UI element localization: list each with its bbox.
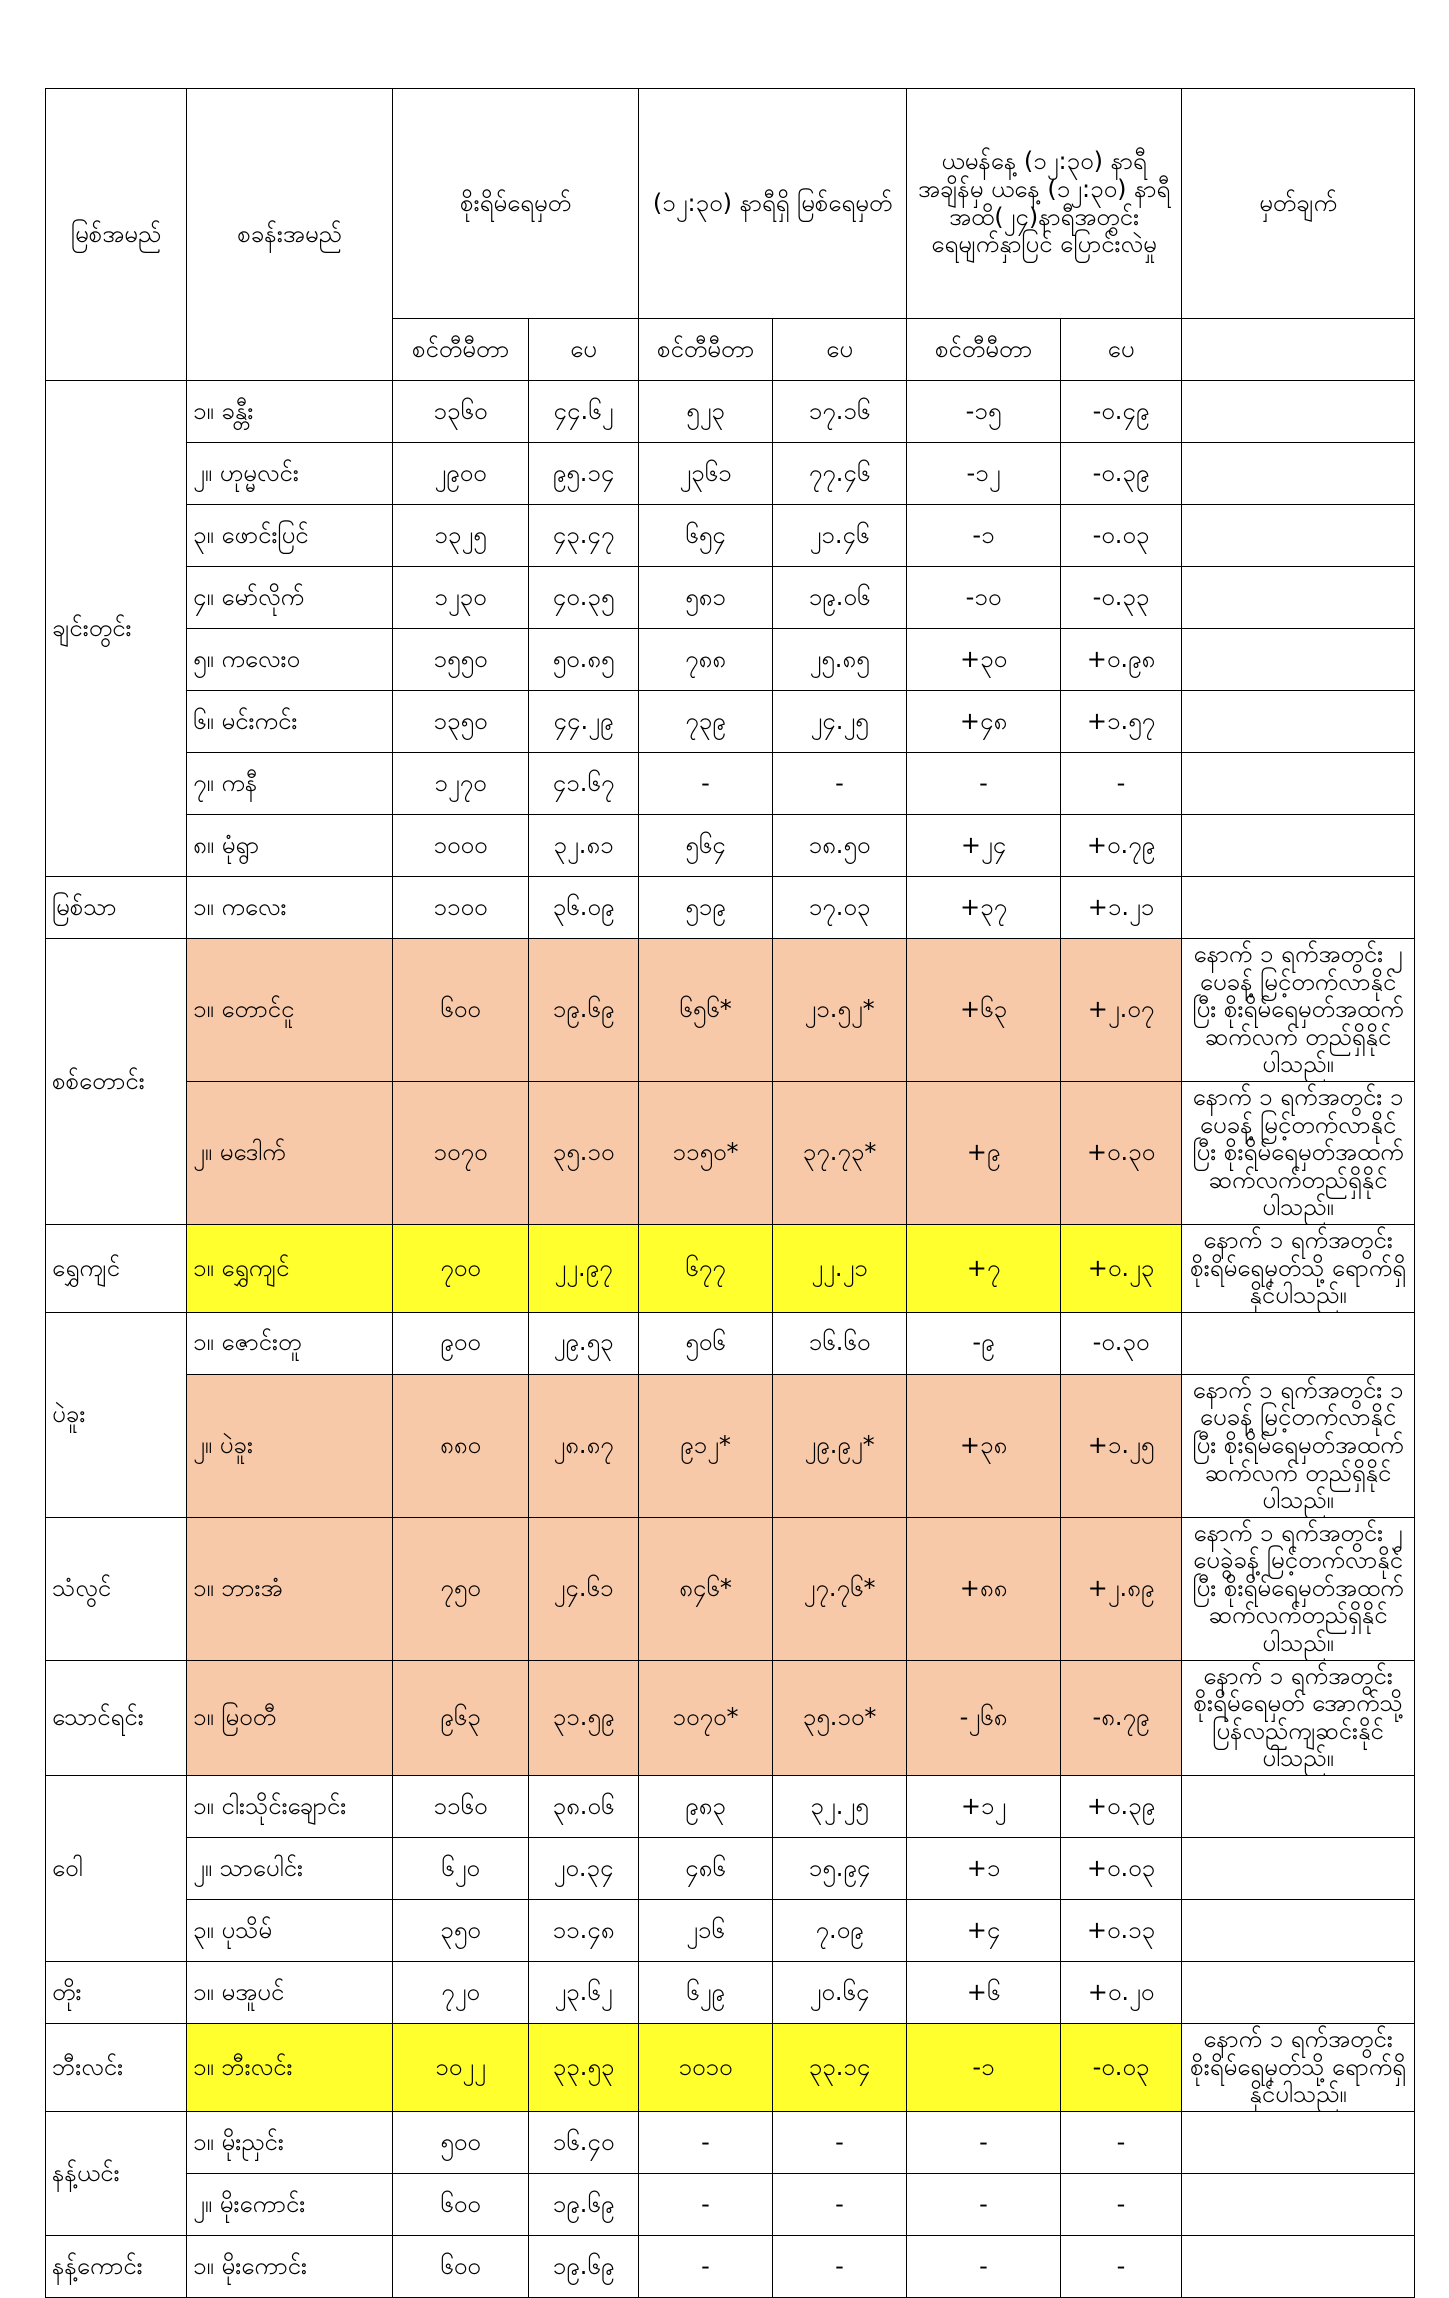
table-row — [46, 691, 1415, 753]
table-row — [46, 1962, 1415, 2024]
station-name: ၁။ ခန္တီး — [187, 381, 393, 443]
change-cm: +၁၂ — [907, 1776, 1061, 1838]
change-ft: -၀.၀၃ — [1061, 2024, 1182, 2112]
current-level-cm: ၇၃၉ — [639, 691, 773, 753]
danger-level-ft: ၁၉.၆၉ — [529, 2173, 639, 2235]
danger-level-ft: ၁၆.၄၀ — [529, 2111, 639, 2173]
station-name: ၂။ ဟုမ္မလင်း — [187, 443, 393, 505]
remark-note — [1182, 691, 1415, 753]
table-row — [46, 2024, 1415, 2112]
current-level-cm: ၉၈၃ — [639, 1776, 773, 1838]
remark-note — [1182, 1900, 1415, 1962]
current-level-cm: ၅၁၉ — [639, 877, 773, 939]
current-level-ft: - — [773, 2173, 907, 2235]
remark-note — [1182, 753, 1415, 815]
current-level-ft: ၂၉.၉၂* — [773, 1374, 907, 1517]
station-name: ၇။ ကနီ — [187, 753, 393, 815]
change-cm: - — [907, 2173, 1061, 2235]
station-name: ၁။ ဇောင်းတူ — [187, 1312, 393, 1374]
table-row — [46, 1517, 1415, 1660]
danger-level-cm: ၁၃၅၀ — [393, 691, 529, 753]
change-cm: +၃၇ — [907, 877, 1061, 939]
current-level-ft: - — [773, 753, 907, 815]
danger-level-ft: ၃၃.၅၃ — [529, 2024, 639, 2112]
river-name: သံလွင် — [46, 1517, 187, 1660]
change-ft: -၀.၀၃ — [1061, 505, 1182, 567]
current-level-cm: - — [639, 2235, 773, 2297]
current-level-cm: ၅၂၃ — [639, 381, 773, 443]
danger-level-ft: ၃၆.၀၉ — [529, 877, 639, 939]
danger-level-ft: ၁၉.၆၉ — [529, 2235, 639, 2297]
table-row — [46, 1660, 1415, 1775]
subheader-remarks-blank — [1182, 319, 1415, 381]
danger-level-cm: ၁၂၇၀ — [393, 753, 529, 815]
danger-level-ft: ၁၉.၆၉ — [529, 939, 639, 1082]
change-ft: +၀.၃၉ — [1061, 1776, 1182, 1838]
river-name: နန့်ကောင်း — [46, 2235, 187, 2297]
current-level-cm: ၆၅၆* — [639, 939, 773, 1082]
danger-level-cm: ၁၅၅၀ — [393, 629, 529, 691]
current-level-ft: - — [773, 2111, 907, 2173]
current-level-ft: ၃၇.၇၃* — [773, 1081, 907, 1224]
remark-note: နောက် ၁ ရက်အတွင်း ၁ ပေခန့် မြင့်တက်လာနိုင်ပြီး စိုးရိမ်ရေမှတ်အထက် ဆက်လက်တည်ရှိနိုင်ပါသည်။ — [1182, 1081, 1415, 1224]
station-name: ၃။ ဖောင်းပြင် — [187, 505, 393, 567]
river-name: တိုး — [46, 1962, 187, 2024]
change-ft: - — [1061, 2173, 1182, 2235]
danger-level-cm: ၂၉၀၀ — [393, 443, 529, 505]
change-ft: -၀.၃၉ — [1061, 443, 1182, 505]
river-name: ရွှေကျင် — [46, 1224, 187, 1312]
water-level-table — [45, 88, 1415, 2298]
remark-note — [1182, 567, 1415, 629]
table-row — [46, 629, 1415, 691]
remark-note: နောက် ၁ ရက်အတွင်း စိုးရိမ်ရေမှတ်သို့ ရောက်ရှိနိုင်ပါသည်။ — [1182, 1224, 1415, 1312]
current-level-ft: ၁၇.၁၆ — [773, 381, 907, 443]
current-level-cm: ၁၁၅၀* — [639, 1081, 773, 1224]
table-row — [46, 2173, 1415, 2235]
danger-level-ft: ၃၅.၁၀ — [529, 1081, 639, 1224]
current-level-cm: - — [639, 2173, 773, 2235]
table-row — [46, 1776, 1415, 1838]
table-row — [46, 567, 1415, 629]
river-name: သောင်ရင်း — [46, 1660, 187, 1775]
table-row — [46, 2111, 1415, 2173]
danger-level-cm: ၁၂၃၀ — [393, 567, 529, 629]
current-level-cm: - — [639, 2111, 773, 2173]
remark-note — [1182, 1838, 1415, 1900]
current-level-ft: ၂၁.၄၆ — [773, 505, 907, 567]
danger-level-ft: ၂၉.၅၃ — [529, 1312, 639, 1374]
current-level-ft: - — [773, 2235, 907, 2297]
current-level-ft: ၃၅.၁၀* — [773, 1660, 907, 1775]
danger-level-cm: ၅၀၀ — [393, 2111, 529, 2173]
change-cm: - — [907, 2111, 1061, 2173]
river-name: နန့်ယင်း — [46, 2111, 187, 2235]
change-ft: +၁.၅၇ — [1061, 691, 1182, 753]
current-level-ft: ၁၈.၅၀ — [773, 815, 907, 877]
danger-level-cm: ၆၀၀ — [393, 939, 529, 1082]
table-row — [46, 1312, 1415, 1374]
danger-level-cm: ၇၅၀ — [393, 1517, 529, 1660]
subheader-change-ft: ပေ — [1061, 319, 1182, 381]
station-name: ၁။ မိုးညှင်း — [187, 2111, 393, 2173]
danger-level-cm: ၁၁၆၀ — [393, 1776, 529, 1838]
danger-level-ft: ၄၀.၃၅ — [529, 567, 639, 629]
table-row — [46, 1224, 1415, 1312]
current-level-cm: ၄၈၆ — [639, 1838, 773, 1900]
danger-level-ft: ၁၁.၄၈ — [529, 1900, 639, 1962]
change-cm: +၄ — [907, 1900, 1061, 1962]
table-row — [46, 505, 1415, 567]
current-level-ft: ၂၅.၈၅ — [773, 629, 907, 691]
station-name: ၃။ ပုသိမ် — [187, 1900, 393, 1962]
change-ft: -၀.၃၀ — [1061, 1312, 1182, 1374]
table-row — [46, 1900, 1415, 1962]
danger-level-ft: ၂၃.၆၂ — [529, 1962, 639, 2024]
header-danger-level: စိုးရိမ်ရေမှတ် — [393, 89, 639, 319]
change-cm: +၇ — [907, 1224, 1061, 1312]
danger-level-cm: ၁၃၂၅ — [393, 505, 529, 567]
danger-level-cm: ၁၀၀၀ — [393, 815, 529, 877]
change-cm: -၁၀ — [907, 567, 1061, 629]
current-level-ft: ၁၉.၀၆ — [773, 567, 907, 629]
change-cm: +၃၈ — [907, 1374, 1061, 1517]
danger-level-cm: ၉၀၀ — [393, 1312, 529, 1374]
change-ft: +၀.၉၈ — [1061, 629, 1182, 691]
station-name: ၄။ မော်လိုက် — [187, 567, 393, 629]
station-name: ၁။ မအူပင် — [187, 1962, 393, 2024]
station-name: ၁။ မိုးကောင်း — [187, 2235, 393, 2297]
header-24h-change: ယမန်နေ့ (၁၂:၃၀) နာရီ အချိန်မှ ယနေ့ (၁၂:၃၀) နာရီအထိ(၂၄)နာရီအတွင်း ရေမျက်နှာပြင် ပြောင်းလဲမှု — [907, 89, 1182, 319]
danger-level-ft: ၃၈.၀၆ — [529, 1776, 639, 1838]
change-ft: +၀.၂၀ — [1061, 1962, 1182, 2024]
current-level-cm: ၆၅၄ — [639, 505, 773, 567]
current-level-ft: ၇၇.၄၆ — [773, 443, 907, 505]
danger-level-ft: ၃၂.၈၁ — [529, 815, 639, 877]
danger-level-cm: ၆၂၀ — [393, 1838, 529, 1900]
header-remarks: မှတ်ချက် — [1182, 89, 1415, 319]
current-level-ft: ၂၁.၅၂* — [773, 939, 907, 1082]
table-row — [46, 443, 1415, 505]
remark-note — [1182, 2235, 1415, 2297]
change-ft: +၀.၁၃ — [1061, 1900, 1182, 1962]
header-current-level: (၁၂:၃၀) နာရီရှိ မြစ်ရေမှတ် — [639, 89, 907, 319]
danger-level-ft: ၂၀.၃၄ — [529, 1838, 639, 1900]
remark-note: နောက် ၁ ရက်အတွင်း စိုးရိမ်ရေမှတ်သို့ ရောက်ရှိနိုင်ပါသည်။ — [1182, 2024, 1415, 2112]
change-cm: +၉ — [907, 1081, 1061, 1224]
current-level-ft: ၂၄.၂၅ — [773, 691, 907, 753]
station-name: ၁။ ငါးသိုင်းချောင်း — [187, 1776, 393, 1838]
danger-level-cm: ၁၀၂၂ — [393, 2024, 529, 2112]
change-ft: - — [1061, 2235, 1182, 2297]
station-name: ၂။ မိုးကောင်း — [187, 2173, 393, 2235]
change-cm: -၁ — [907, 2024, 1061, 2112]
change-ft: - — [1061, 2111, 1182, 2173]
danger-level-cm: ၇၂၀ — [393, 1962, 529, 2024]
remark-note — [1182, 629, 1415, 691]
danger-level-cm: ၁၀၇၀ — [393, 1081, 529, 1224]
change-cm: +၈၈ — [907, 1517, 1061, 1660]
remark-note: နောက် ၁ ရက်အတွင်း စိုးရိမ်ရေမှတ် အောက်သို့ ပြန်လည်ကျဆင်းနိုင်ပါသည်။ — [1182, 1660, 1415, 1775]
danger-level-cm: ၆၀၀ — [393, 2235, 529, 2297]
table-row — [46, 939, 1415, 1082]
current-level-ft: ၂၂.၂၁ — [773, 1224, 907, 1312]
change-cm: +၆ — [907, 1962, 1061, 2024]
station-name: ၁။ ကလေး — [187, 877, 393, 939]
remark-note — [1182, 1962, 1415, 2024]
current-level-ft: ၁၆.၆၀ — [773, 1312, 907, 1374]
change-ft: +၀.၇၉ — [1061, 815, 1182, 877]
current-level-cm: ၈၄၆* — [639, 1517, 773, 1660]
change-ft: +၂.၈၉ — [1061, 1517, 1182, 1660]
table-row — [46, 2235, 1415, 2297]
current-level-cm: ၁၀၇၀* — [639, 1660, 773, 1775]
table-row — [46, 1081, 1415, 1224]
subheader-danger-ft: ပေ — [529, 319, 639, 381]
change-cm: +၁ — [907, 1838, 1061, 1900]
danger-level-ft: ၅၀.၈၅ — [529, 629, 639, 691]
table-row — [46, 877, 1415, 939]
remark-note — [1182, 1312, 1415, 1374]
danger-level-ft: ၂၈.၈၇ — [529, 1374, 639, 1517]
station-name: ၂။ သာပေါင်း — [187, 1838, 393, 1900]
danger-level-cm: ၇၀၀ — [393, 1224, 529, 1312]
current-level-cm: ၁၀၁၀ — [639, 2024, 773, 2112]
current-level-ft: ၂၀.၆၄ — [773, 1962, 907, 2024]
current-level-ft: ၁၅.၉၄ — [773, 1838, 907, 1900]
station-name: ၁။ ရွှေကျင် — [187, 1224, 393, 1312]
danger-level-cm: ၁၃၆၀ — [393, 381, 529, 443]
danger-level-ft: ၂၂.၉၇ — [529, 1224, 639, 1312]
table-row — [46, 381, 1415, 443]
change-ft: - — [1061, 753, 1182, 815]
remark-note — [1182, 815, 1415, 877]
current-level-cm: ၆၂၉ — [639, 1962, 773, 2024]
header-station: စခန်းအမည် — [187, 89, 393, 381]
remark-note: နောက် ၁ ရက်အတွင်း ၂ ပေခန့် မြင့်တက်လာနိုင်ပြီး စိုးရိမ်ရေမှတ်အထက် ဆက်လက် တည်ရှိနိုင်ပါသည်။ — [1182, 939, 1415, 1082]
current-level-cm: - — [639, 753, 773, 815]
station-name: ၁။ တောင်ငူ — [187, 939, 393, 1082]
current-level-cm: ၂၃၆၁ — [639, 443, 773, 505]
station-name: ၂။ မဒေါက် — [187, 1081, 393, 1224]
current-level-cm: ၇၈၈ — [639, 629, 773, 691]
station-name: ၅။ ကလေးဝ — [187, 629, 393, 691]
danger-level-ft: ၄၃.၄၇ — [529, 505, 639, 567]
remark-note — [1182, 1776, 1415, 1838]
current-level-cm: ၅၀၆ — [639, 1312, 773, 1374]
change-cm: +၃၀ — [907, 629, 1061, 691]
change-ft: +၀.၃၀ — [1061, 1081, 1182, 1224]
change-ft: +၀.၂၃ — [1061, 1224, 1182, 1312]
current-level-cm: ၆၇၇ — [639, 1224, 773, 1312]
subheader-current-ft: ပေ — [773, 319, 907, 381]
station-name: ၁။ ဘားအံ — [187, 1517, 393, 1660]
danger-level-cm: ၃၅၀ — [393, 1900, 529, 1962]
danger-level-ft: ၂၄.၆၁ — [529, 1517, 639, 1660]
river-name: ပဲခူး — [46, 1312, 187, 1517]
change-ft: +၀.၀၃ — [1061, 1838, 1182, 1900]
change-ft: -၈.၇၉ — [1061, 1660, 1182, 1775]
current-level-ft: ၁၇.၀၃ — [773, 877, 907, 939]
remark-note — [1182, 443, 1415, 505]
remark-note — [1182, 877, 1415, 939]
danger-level-cm: ၉၆၃ — [393, 1660, 529, 1775]
current-level-cm: ၅၈၁ — [639, 567, 773, 629]
table-row — [46, 1838, 1415, 1900]
remark-note — [1182, 381, 1415, 443]
change-cm: -၁၅ — [907, 381, 1061, 443]
current-level-cm: ၉၁၂* — [639, 1374, 773, 1517]
current-level-ft: ၂၇.၇၆* — [773, 1517, 907, 1660]
change-cm: - — [907, 2235, 1061, 2297]
header-river: မြစ်အမည် — [46, 89, 187, 381]
danger-level-ft: ၄၄.၆၂ — [529, 381, 639, 443]
danger-level-ft: ၃၁.၅၉ — [529, 1660, 639, 1775]
station-name: ၂။ ပဲခူး — [187, 1374, 393, 1517]
danger-level-cm: ၁၁၀၀ — [393, 877, 529, 939]
table-row — [46, 753, 1415, 815]
change-cm: -၁ — [907, 505, 1061, 567]
remark-note — [1182, 2111, 1415, 2173]
change-cm: +၄၈ — [907, 691, 1061, 753]
station-name: ၁။ မြဝတီ — [187, 1660, 393, 1775]
danger-level-ft: ၄၄.၂၉ — [529, 691, 639, 753]
table-row — [46, 1374, 1415, 1517]
change-cm: -၁၂ — [907, 443, 1061, 505]
station-name: ၈။ မုံရွာ — [187, 815, 393, 877]
remark-note: နောက် ၁ ရက်အတွင်း ၂ ပေခွဲခန့် မြင့်တက်လာနိုင်ပြီး စိုးရိမ်ရေမှတ်အထက် ဆက်လက်တည်ရှိနိုင်ပါသည်။ — [1182, 1517, 1415, 1660]
river-name: ချင်းတွင်း — [46, 381, 187, 877]
current-level-ft: ၃၃.၁၄ — [773, 2024, 907, 2112]
change-ft: -၀.၃၃ — [1061, 567, 1182, 629]
danger-level-ft: ၄၁.၆၇ — [529, 753, 639, 815]
river-name: စစ်တောင်း — [46, 939, 187, 1225]
river-name: ဝေါ — [46, 1776, 187, 1962]
change-cm: +၆၃ — [907, 939, 1061, 1082]
current-level-cm: ၅၆၄ — [639, 815, 773, 877]
change-cm: - — [907, 753, 1061, 815]
danger-level-cm: ၆၀၀ — [393, 2173, 529, 2235]
subheader-current-cm: စင်တီမီတာ — [639, 319, 773, 381]
station-name: ၆။ မင်းကင်း — [187, 691, 393, 753]
danger-level-ft: ၉၅.၁၄ — [529, 443, 639, 505]
station-name: ၁။ ဘီးလင်း — [187, 2024, 393, 2112]
current-level-cm: ၂၁၆ — [639, 1900, 773, 1962]
change-ft: +၁.၂၁ — [1061, 877, 1182, 939]
remark-note: နောက် ၁ ရက်အတွင်း ၁ ပေခန့် မြင့်တက်လာနိုင်ပြီး စိုးရိမ်ရေမှတ်အထက် ဆက်လက် တည်ရှိနိုင်ပါသည်။ — [1182, 1374, 1415, 1517]
change-ft: +၂.၀၇ — [1061, 939, 1182, 1082]
current-level-ft: ၇.၀၉ — [773, 1900, 907, 1962]
danger-level-cm: ၈၈၀ — [393, 1374, 529, 1517]
table-row — [46, 815, 1415, 877]
remark-note — [1182, 2173, 1415, 2235]
change-ft: +၁.၂၅ — [1061, 1374, 1182, 1517]
change-cm: -၉ — [907, 1312, 1061, 1374]
change-ft: -၀.၄၉ — [1061, 381, 1182, 443]
subheader-danger-cm: စင်တီမီတာ — [393, 319, 529, 381]
change-cm: -၂၆၈ — [907, 1660, 1061, 1775]
current-level-ft: ၃၂.၂၅ — [773, 1776, 907, 1838]
remark-note — [1182, 505, 1415, 567]
river-name: မြစ်သာ — [46, 877, 187, 939]
change-cm: +၂၄ — [907, 815, 1061, 877]
river-name: ဘီးလင်း — [46, 2024, 187, 2112]
subheader-change-cm: စင်တီမီတာ — [907, 319, 1061, 381]
